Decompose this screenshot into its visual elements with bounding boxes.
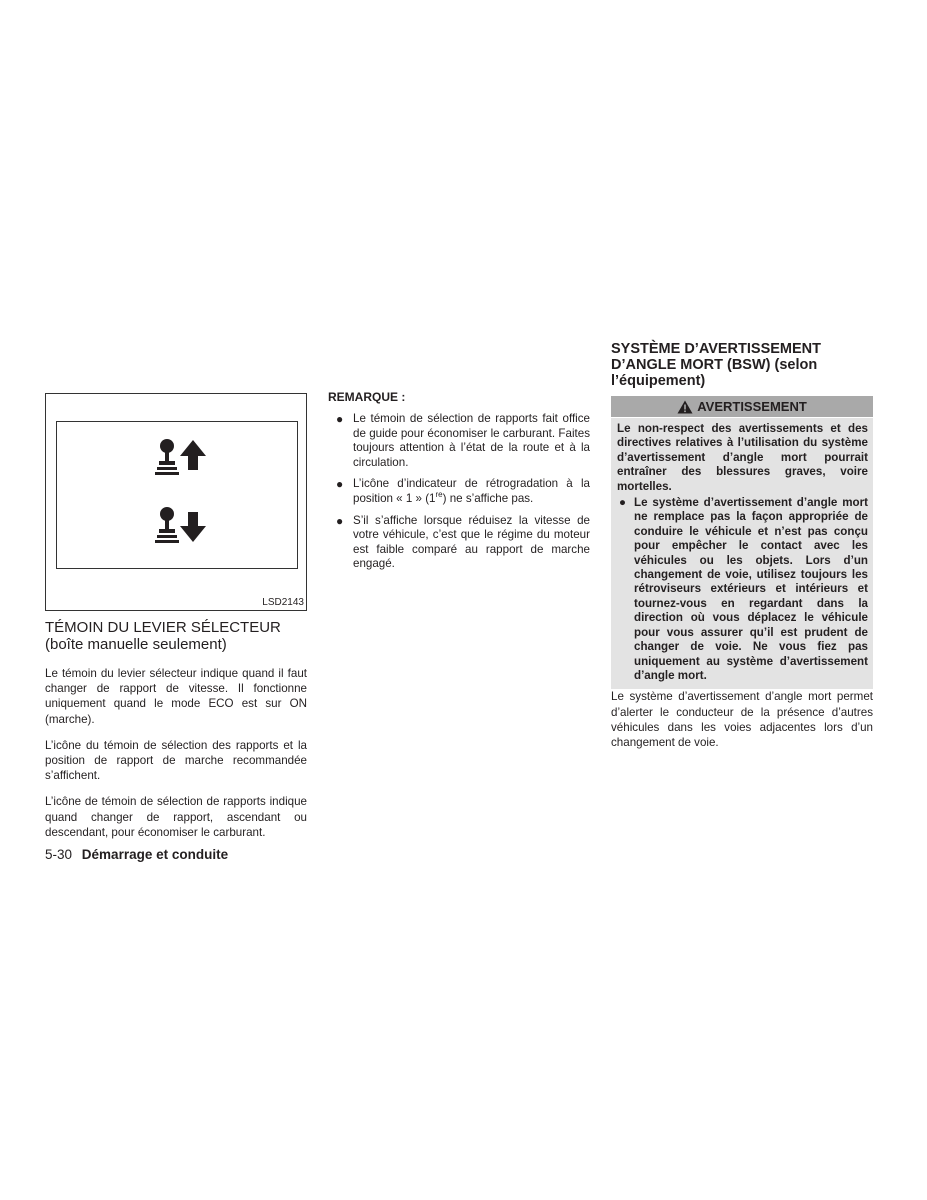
- upshift-icon: [153, 434, 213, 482]
- list-item-text: S’il s’affiche lorsque réduisez la vitesse de votre véhicule, c’est que le régime du moteur est faible comparé au rapport de marche engagé.: [353, 513, 590, 571]
- warning-list-text: Le système d’avertissement d’angle mort ne remplace pas la façon appropriée de conduire le véhicule et n’est pas conçu pour empêcher le contact avec les véhicules ou les objets. Lors d’un changement de voie, utilisez toujours les rétroviseurs extérieurs et intérieurs et tournez-vous en regardant dans la direction où vous déplacez le véhicule pour vous assurer qu’il est prudent de changer de voie. Ne vous fiez pas uniquement au système d’avertissement d’angle mort.: [634, 496, 868, 682]
- paragraph: Le témoin du levier sélecteur indique quand il faut changer de rapport de vitesse. Il fonctionne uniquement quand le mode ECO est sur ON (marche).: [45, 667, 307, 726]
- middle-column: [328, 390, 590, 579]
- section-title: TÉMOIN DU LEVIER SÉLECTEUR: [45, 619, 281, 636]
- list-item-text: ) ne s’affiche pas.: [442, 491, 534, 505]
- note-heading: REMARQUE :: [328, 390, 406, 404]
- superscript: re: [435, 490, 443, 500]
- shift-indicator-figure: [45, 393, 307, 611]
- list-item: [328, 514, 590, 572]
- title-line: SYSTÈME D’AVERTISSEMENT: [611, 341, 822, 357]
- note-list: [328, 412, 590, 572]
- warning-text: Le non-respect des avertissements et des directives relatives à l’utilisation du système d’avertissement d’angle mort pourrait entraîner des blessures graves, voire mortelles.: [617, 422, 868, 493]
- warning-list-item: [617, 496, 868, 683]
- section-name: Démarrage et conduite: [81, 847, 229, 862]
- list-item: [328, 477, 590, 506]
- paragraph: Le système d’avertissement d’angle mort permet d’alerter le conducteur de la présence d’autres véhicules dans les voies adjacentes lors d’un changement de voie.: [611, 690, 873, 749]
- right-column: [611, 341, 873, 761]
- bullet-icon: ●: [336, 477, 344, 492]
- bullet-icon: ●: [336, 412, 344, 426]
- warning-label: AVERTISSEMENT: [697, 399, 807, 414]
- page-footer: [45, 847, 228, 862]
- bullet-icon: ●: [336, 513, 344, 528]
- title-line: l’équipement): [611, 373, 706, 389]
- title-line: D’ANGLE MORT (BSW) (selon: [611, 357, 818, 373]
- list-item: [328, 412, 590, 470]
- figure-panel: [56, 421, 298, 569]
- warning-header: [611, 396, 873, 417]
- left-column: [45, 393, 307, 851]
- list-item-text: Le témoin de sélection de rapports fait office de guide pour économiser le carburant. Faites toujours attention à l’état de la route et à la circulation.: [353, 412, 590, 469]
- bullet-icon: ●: [619, 496, 627, 510]
- warning-triangle-icon: [677, 400, 693, 414]
- page-number: 5-30: [45, 847, 73, 862]
- figure-code: LSD2143: [262, 597, 304, 608]
- paragraph: L’icône de témoin de sélection de rapports indique quand changer de rapport, ascendant ou descendant, pour économiser le carburant.: [45, 795, 307, 839]
- list-item-text: L’icône d’indicateur de rétrogradation à la position « 1 » (1: [353, 477, 590, 505]
- section-subtitle: (boîte manuelle seulement): [45, 636, 227, 653]
- section-title: [611, 341, 873, 389]
- paragraph: L’icône du témoin de sélection des rapports et la position de rapport de marche recommandée s’affichent.: [45, 738, 307, 783]
- downshift-icon: [153, 502, 213, 550]
- warning-body: [611, 418, 873, 689]
